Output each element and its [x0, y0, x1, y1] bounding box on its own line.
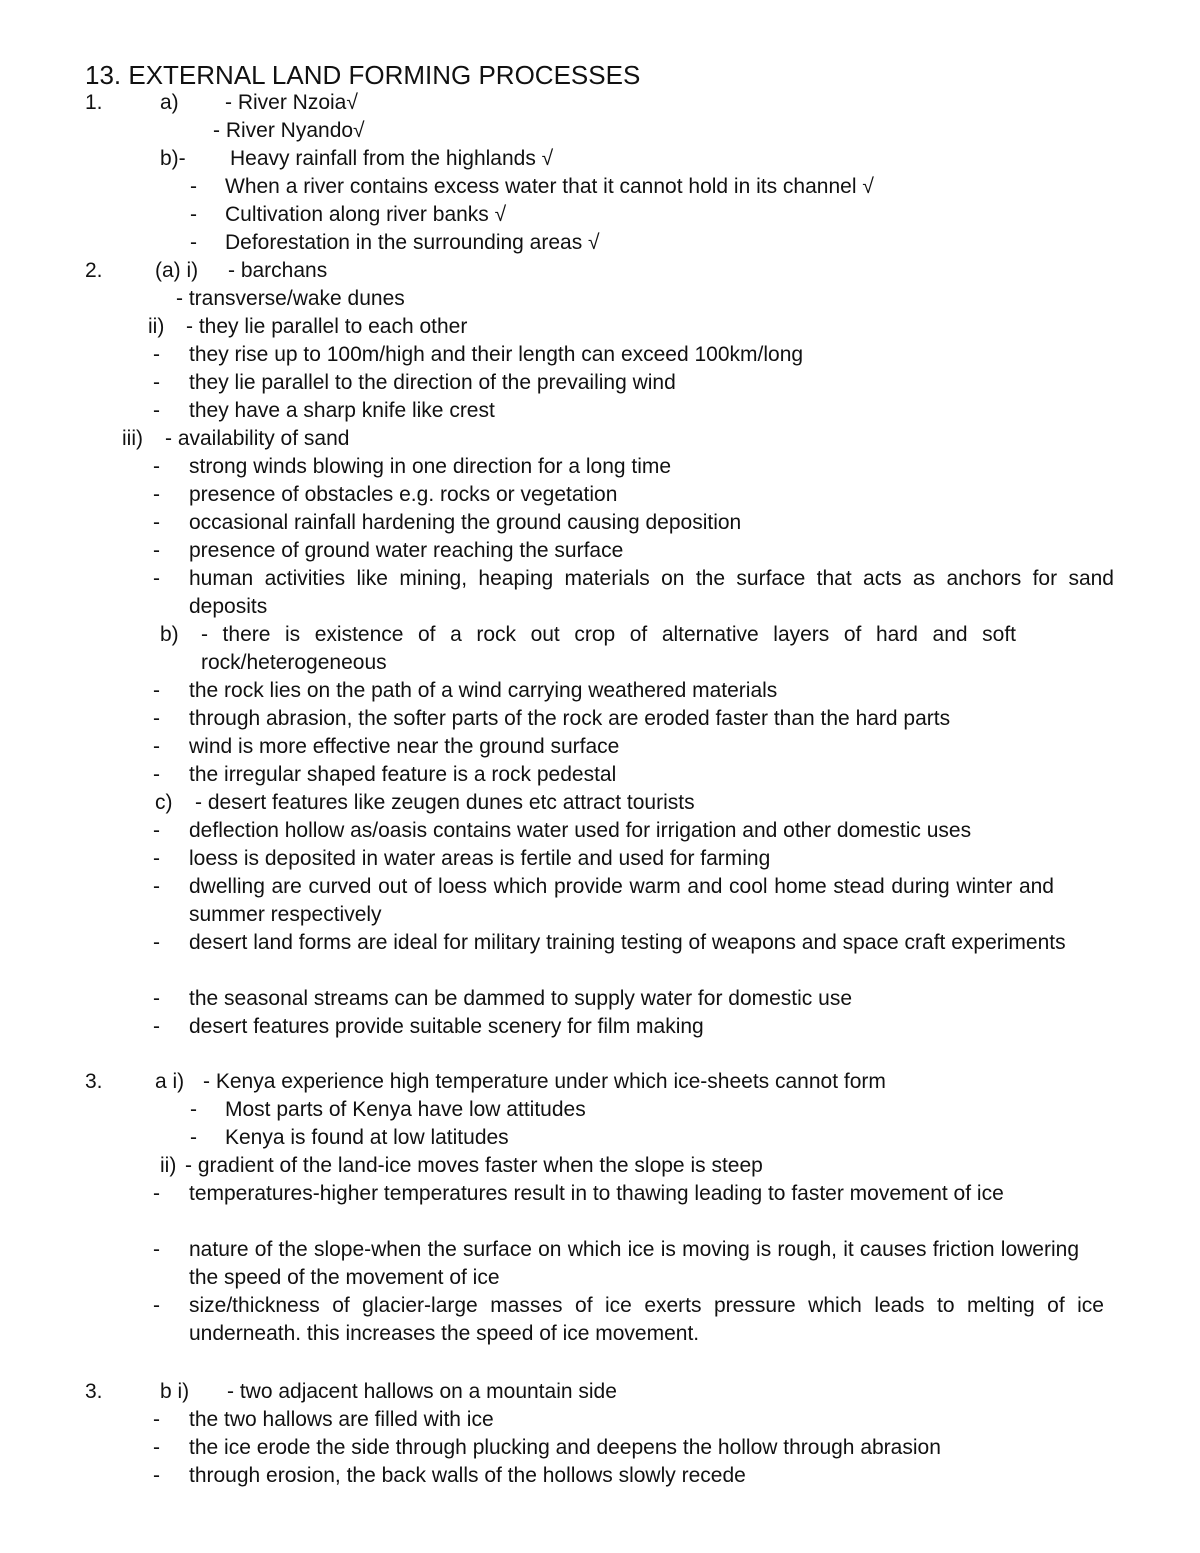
bullet-dash: -	[153, 483, 160, 506]
bullet-dash: -	[153, 679, 160, 702]
sub-question-label: (a) i)	[155, 259, 199, 282]
answer-text: occasional rainfall hardening the ground causing deposition	[189, 511, 742, 534]
answer-text: dwelling are curved out of loess which provide warm and cool home stead during winter and summer respectively	[189, 875, 1054, 926]
bullet-dash: -	[190, 1126, 197, 1149]
answer-text: - transverse/wake dunes	[176, 287, 405, 310]
bullet-dash: -	[153, 931, 160, 954]
answer-text: strong winds blowing in one direction for a long time	[189, 455, 672, 478]
answer-text: wind is more effective near the ground surface	[189, 735, 620, 758]
bullet-dash: -	[190, 203, 197, 226]
answer-text: Cultivation along river banks √	[225, 203, 507, 226]
answer-text: - there is existence of a rock out crop of alternative layers of hard and soft rock/heterogeneous	[201, 623, 1016, 674]
bullet-dash: -	[153, 539, 160, 562]
bullet-dash: -	[153, 735, 160, 758]
answer-text: they lie parallel to the direction of the prevailing wind	[189, 371, 676, 394]
answer-text: Heavy rainfall from the highlands √	[230, 147, 554, 170]
question-number: 1.	[85, 91, 103, 114]
answer-text: - gradient of the land-ice moves faster when the slope is steep	[185, 1154, 763, 1177]
answer-text: - two adjacent hallows on a mountain side	[227, 1380, 617, 1403]
bullet-dash: -	[153, 1182, 160, 1205]
bullet-dash: -	[153, 1464, 160, 1487]
bullet-dash: -	[153, 511, 160, 534]
answer-text: desert features provide suitable scenery for film making	[189, 1015, 704, 1038]
bullet-dash: -	[153, 1408, 160, 1431]
bullet-dash: -	[153, 371, 160, 394]
answer-text: - River Nyando√	[213, 119, 365, 142]
answer-text: Deforestation in the surrounding areas √	[225, 231, 600, 254]
question-number: 3.	[85, 1070, 103, 1093]
answer-text: the seasonal streams can be dammed to supply water for domestic use	[189, 987, 852, 1010]
sub-question-label: b)-	[160, 147, 186, 170]
bullet-dash: -	[153, 707, 160, 730]
sub-question-label: b)	[160, 623, 179, 646]
answer-text: loess is deposited in water areas is fertile and used for farming	[189, 847, 771, 870]
bullet-dash: -	[153, 343, 160, 366]
sub-question-label: c)	[155, 791, 173, 814]
bullet-dash: -	[153, 1294, 160, 1317]
bullet-dash: -	[153, 1436, 160, 1459]
answer-text: the irregular shaped feature is a rock pedestal	[189, 763, 617, 786]
answer-text: deflection hollow as/oasis contains water used for irrigation and other domestic uses	[189, 819, 972, 842]
sub-question-label: b i)	[160, 1380, 190, 1403]
answer-text: temperatures-higher temperatures result in to thawing leading to faster movement of ice	[189, 1182, 1004, 1205]
answer-text: the two hallows are filled with ice	[189, 1408, 494, 1431]
sub-question-label: ii)	[160, 1154, 177, 1177]
bullet-dash: -	[153, 875, 160, 898]
bullet-dash: -	[190, 175, 197, 198]
answer-text: When a river contains excess water that it cannot hold in its channel √	[225, 175, 874, 198]
answer-text: through abrasion, the softer parts of the rock are eroded faster than the hard parts	[189, 707, 951, 730]
sub-question-label: iii)	[122, 427, 143, 450]
answer-text: nature of the slope-when the surface on which ice is moving is rough, it causes friction lowering the speed of the movement of ice	[189, 1238, 1079, 1289]
answer-text: presence of ground water reaching the surface	[189, 539, 624, 562]
question-number: 2.	[85, 259, 103, 282]
answer-text: the rock lies on the path of a wind carrying weathered materials	[189, 679, 778, 702]
bullet-dash: -	[153, 847, 160, 870]
answer-text: - River Nzoia√	[225, 91, 358, 114]
answer-text: - availability of sand	[165, 427, 350, 450]
answer-text: they rise up to 100m/high and their length can exceed 100km/long	[189, 343, 804, 366]
answer-text: Kenya is found at low latitudes	[225, 1126, 509, 1149]
answer-text: - Kenya experience high temperature under which ice-sheets cannot form	[203, 1070, 886, 1093]
bullet-dash: -	[153, 763, 160, 786]
bullet-dash: -	[153, 567, 160, 590]
bullet-dash: -	[153, 455, 160, 478]
answer-text: - desert features like zeugen dunes etc attract tourists	[195, 791, 695, 814]
sub-question-label: a)	[160, 91, 179, 114]
answer-text: the ice erode the side through plucking and deepens the hollow through abrasion	[189, 1436, 941, 1459]
answer-text: - they lie parallel to each other	[186, 315, 468, 338]
bullet-dash: -	[153, 399, 160, 422]
answer-text: Most parts of Kenya have low attitudes	[225, 1098, 586, 1121]
bullet-dash: -	[153, 987, 160, 1010]
answer-text: size/thickness of glacier-large masses of ice exerts pressure which leads to melting of ice underneath. this increases the speed of ice movement.	[189, 1294, 1104, 1345]
answer-text: human activities like mining, heaping materials on the surface that acts as anchors for sand deposits	[189, 567, 1114, 618]
bullet-dash: -	[153, 819, 160, 842]
question-number: 3.	[85, 1380, 103, 1403]
bullet-dash: -	[190, 231, 197, 254]
answer-text: - barchans	[228, 259, 328, 282]
sub-question-label: ii)	[148, 315, 165, 338]
answer-text: they have a sharp knife like crest	[189, 399, 495, 422]
sub-question-label: a i)	[155, 1070, 185, 1093]
answer-text: through erosion, the back walls of the hollows slowly recede	[189, 1464, 746, 1487]
answer-text: desert land forms are ideal for military training testing of weapons and space craft experiments	[189, 931, 1066, 954]
answer-text: presence of obstacles e.g. rocks or vegetation	[189, 483, 618, 506]
bullet-dash: -	[153, 1015, 160, 1038]
page-title: 13. EXTERNAL LAND FORMING PROCESSES	[85, 60, 641, 90]
bullet-dash: -	[153, 1238, 160, 1261]
bullet-dash: -	[190, 1098, 197, 1121]
